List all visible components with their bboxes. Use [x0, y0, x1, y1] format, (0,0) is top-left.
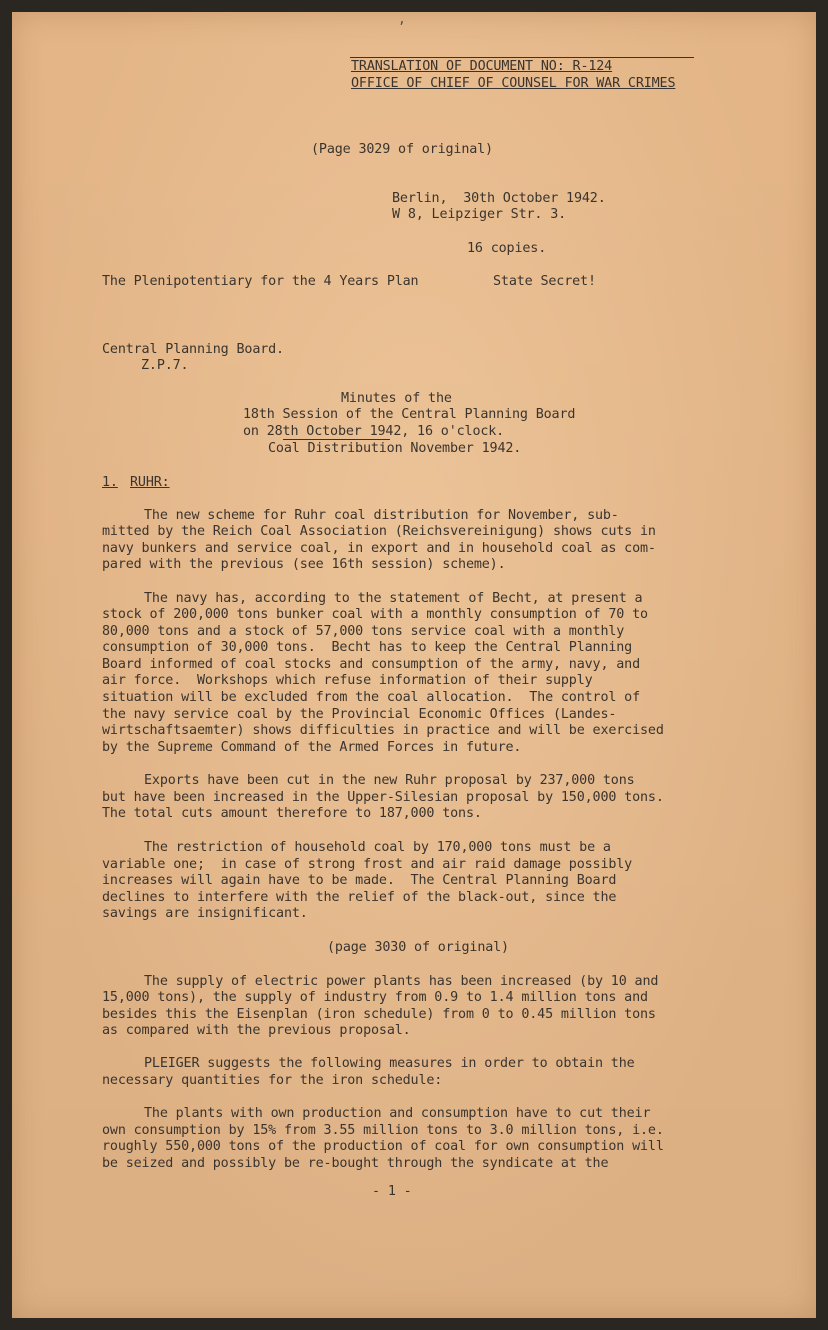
p7-line-4: be seized and possibly be re-bought through the syndicate at the	[102, 1156, 609, 1171]
section-number: 1.	[102, 475, 118, 490]
p1-line-4: pared with the previous (see 16th session) scheme).	[102, 557, 506, 572]
title-underline	[283, 439, 390, 440]
p3-line-3: The total cuts amount therefore to 187,000 tons.	[102, 806, 482, 821]
p1-line-1: The new scheme for Ruhr coal distribution for November, sub-	[144, 508, 619, 523]
sender: The Plenipotentiary for the 4 Years Plan	[102, 274, 419, 289]
address: W 8, Leipziger Str. 3.	[392, 207, 567, 222]
section-name: RUHR:	[130, 475, 170, 490]
title-line-3: on 28th October 1942, 16 o'clock.	[243, 424, 505, 439]
p2-line-2: stock of 200,000 tons bunker coal with a monthly consumption of 70 to	[102, 607, 648, 622]
p5-line-2: 15,000 tons), the supply of industry from 0.9 to 1.4 million tons and	[102, 990, 648, 1005]
p3-line-1: Exports have been cut in the new Ruhr proposal by 237,000 tons	[144, 773, 635, 788]
p4-line-4: declines to interfere with the relief of the black-out, since the	[102, 890, 617, 905]
office-line: OFFICE OF CHIEF OF COUNSEL FOR WAR CRIMES	[351, 76, 676, 91]
p4-line-3: increases will again have to be made. The Central Planning Board	[102, 873, 617, 888]
page-ref-top: (Page 3029 of original)	[311, 142, 493, 157]
p5-line-1: The supply of electric power plants has been increased (by 10 and	[144, 974, 659, 989]
p5-line-4: as compared with the previous proposal.	[102, 1023, 411, 1038]
p5-line-3: besides this the Eisenplan (iron schedule) from 0 to 0.45 million tons	[102, 1007, 656, 1022]
p6-line-1: PLEIGER suggests the following measures in order to obtain the	[144, 1056, 635, 1071]
p2-line-8: the navy service coal by the Provincial Economic Offices (Landes-	[102, 707, 617, 722]
title-line-2: 18th Session of the Central Planning Board	[243, 407, 576, 422]
punch-mark: ,	[398, 12, 406, 27]
p7-line-2: own consumption by 15% from 3.55 million tons to 3.0 million tons, i.e.	[102, 1123, 664, 1138]
board-name: Central Planning Board.	[102, 342, 284, 357]
place-date: Berlin, 30th October 1942.	[392, 191, 606, 206]
page-number: - 1 -	[372, 1184, 412, 1199]
p4-line-2: variable one; in case of strong frost and air raid damage possibly	[102, 857, 633, 872]
p7-line-1: The plants with own production and consumption have to cut their	[144, 1106, 651, 1121]
p2-line-6: air force. Workshops which refuse information of their supply	[102, 673, 593, 688]
reference: Z.P.7.	[141, 358, 189, 373]
p2-line-1: The navy has, according to the statement of Becht, at present a	[144, 591, 643, 606]
page-ref-mid: (page 3030 of original)	[327, 940, 509, 955]
p4-line-5: savings are insignificant.	[102, 906, 308, 921]
p2-line-10: by the Supreme Command of the Armed Forces in future.	[102, 740, 522, 755]
title-line-4: Coal Distribution November 1942.	[268, 441, 522, 456]
p3-line-2: but have been increased in the Upper-Silesian proposal by 150,000 tons.	[102, 790, 664, 805]
p4-line-1: The restriction of household coal by 170,000 tons must be a	[144, 840, 611, 855]
copies: 16 copies.	[467, 241, 547, 256]
p2-line-7: situation will be excluded from the coal allocation. The control of	[102, 690, 641, 705]
p2-line-4: consumption of 30,000 tons. Becht has to keep the Central Planning	[102, 640, 633, 655]
title-line-1: Minutes of the	[341, 391, 452, 406]
p1-line-3: navy bunkers and service coal, in export and in household coal as com-	[102, 541, 656, 556]
p6-line-2: necessary quantities for the iron schedule:	[102, 1073, 443, 1088]
header-top-rule	[350, 57, 694, 58]
p1-line-2: mitted by the Reich Coal Association (Reichsvereinigung) shows cuts in	[102, 524, 656, 539]
classification: State Secret!	[493, 274, 596, 289]
p7-line-3: roughly 550,000 tons of the production of coal for own consumption will	[102, 1139, 664, 1154]
translation-line: TRANSLATION OF DOCUMENT NO: R-124	[351, 59, 613, 74]
p2-line-3: 80,000 tons and a stock of 57,000 tons service coal with a monthly	[102, 624, 625, 639]
p2-line-5: Board informed of coal stocks and consumption of the army, navy, and	[102, 657, 641, 672]
p2-line-9: wirtschaftsaemter) shows difficulties in practice and will be exercised	[102, 723, 664, 738]
